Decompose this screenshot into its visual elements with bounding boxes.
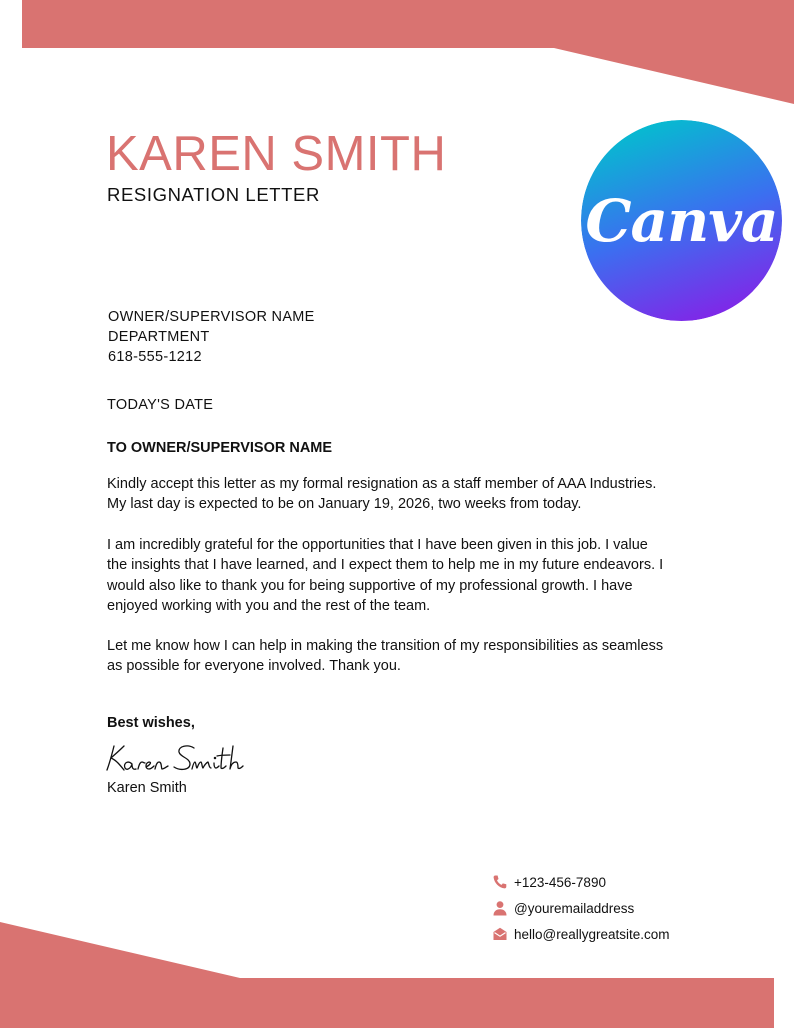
canva-logo [581, 120, 782, 321]
contact-social [492, 899, 634, 917]
signature-image [102, 738, 247, 778]
phone-icon [492, 874, 508, 890]
document-subtitle: RESIGNATION LETTER [107, 184, 320, 205]
contact-phone-text: +123-456-7890 [514, 874, 606, 890]
recipient-name: OWNER/SUPERVISOR NAME [108, 309, 315, 325]
body-paragraph: I am incredibly grateful for the opportunities that I have been given in this job. I value the insights that I have learned, and I expect them to help me in my future endeavors. I would also like to thank you for being supportive of my professional growth. I have enjoyed working with you and the rest of the team. [107, 537, 664, 614]
letter-date: TODAY'S DATE [107, 397, 214, 413]
header-decor-band [22, 0, 794, 104]
salutation: TO OWNER/SUPERVISOR NAME [107, 440, 333, 456]
footer-decor-band [0, 922, 774, 1028]
contact-phone [492, 873, 606, 891]
signer-name: Karen Smith [107, 780, 187, 796]
body-paragraph: Kindly accept this letter as my formal resignation as a staff member of AAA Industries. My last day is expected to be on January 19, 2026, two weeks from today. [107, 476, 657, 513]
recipient-department: DEPARTMENT [108, 329, 210, 345]
contact-social-text: @youremailaddress [514, 900, 635, 916]
closing: Best wishes, [107, 715, 195, 731]
logo-wordmark: Canva [585, 186, 778, 255]
body-paragraph: Let me know how I can help in making the transition of my responsibilities as seamless as possible for everyone involved. Thank you. [107, 638, 664, 675]
recipient-phone: 618-555-1212 [108, 349, 202, 365]
page-title: KAREN SMITH [106, 127, 447, 181]
contact-email-text: hello@reallygreatsite.com [514, 926, 670, 942]
person-icon [492, 900, 508, 916]
